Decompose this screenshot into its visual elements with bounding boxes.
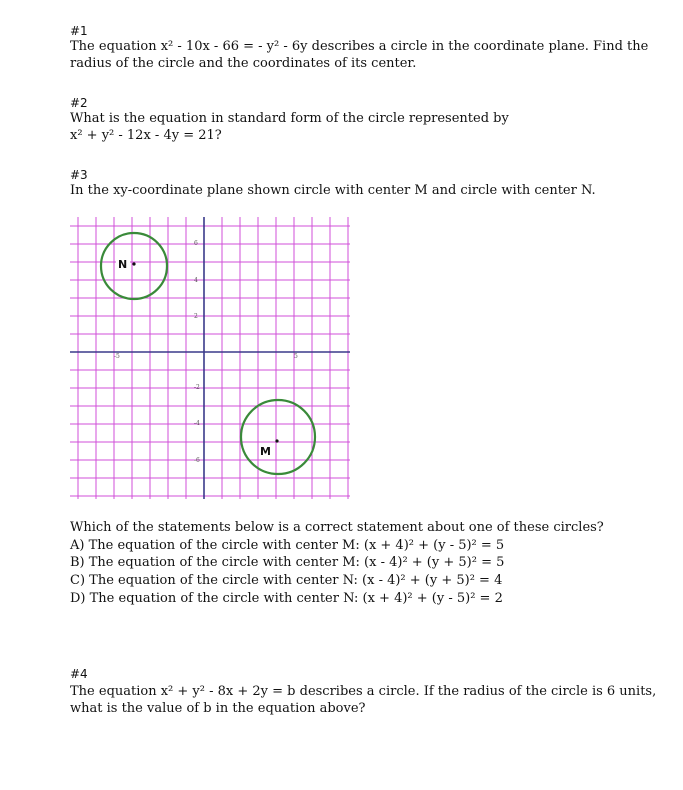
circle-m-label: M xyxy=(260,445,271,458)
circle-m-center xyxy=(275,439,278,442)
x-tick-label: 5 xyxy=(294,353,298,360)
y-tick-label: 2 xyxy=(194,313,198,320)
option-a: A) The equation of the circle with center M: (x + 4)² + (y - 5)² = 5 xyxy=(70,538,505,553)
q1-text-line2: radius of the circle and the coordinates of its center. xyxy=(70,56,417,71)
circle-m xyxy=(241,400,315,474)
q4-text-line2: what is the value of b in the equation above? xyxy=(70,701,366,716)
option-d: D) The equation of the circle with center N: (x + 4)² + (y - 5)² = 2 xyxy=(70,591,503,606)
q2-text-line1: What is the equation in standard form of the circle represented by xyxy=(70,111,509,126)
q2-number: #2 xyxy=(70,96,88,110)
q4-number: #4 xyxy=(70,667,88,681)
y-tick-label: 6 xyxy=(194,240,198,247)
q1-text-line1: The equation x² - 10x - 66 = - y² - 6y describes a circle in the coordinate plane. Find the xyxy=(70,39,649,54)
axes xyxy=(70,217,350,499)
circle-n-label: N xyxy=(118,258,128,271)
circle-n xyxy=(101,233,167,299)
y-tick-label: 4 xyxy=(194,277,198,284)
coordinate-graph xyxy=(70,217,350,499)
option-b: B) The equation of the circle with center M: (x - 4)² + (y + 5)² = 5 xyxy=(70,555,505,570)
q3-text-line1: In the xy-coordinate plane shown circle with center M and circle with center N. xyxy=(70,183,596,198)
q3-number: #3 xyxy=(70,168,88,182)
option-c: C) The equation of the circle with center N: (x - 4)² + (y + 5)² = 4 xyxy=(70,573,503,588)
x-tick-label: -5 xyxy=(114,353,120,360)
grid-lines xyxy=(70,217,350,499)
circle-n-center xyxy=(132,262,135,265)
y-tick-label: -6 xyxy=(194,457,200,464)
q3-question: Which of the statements below is a correct statement about one of these circles? xyxy=(70,520,604,535)
q1-number: #1 xyxy=(70,24,88,38)
y-tick-label: -2 xyxy=(194,384,200,391)
y-tick-label: -4 xyxy=(194,420,200,427)
q4-text-line1: The equation x² + y² - 8x + 2y = b describes a circle. If the radius of the circle is 6 units, xyxy=(70,684,657,699)
q2-text-line2: x² + y² - 12x - 4y = 21? xyxy=(70,128,222,143)
